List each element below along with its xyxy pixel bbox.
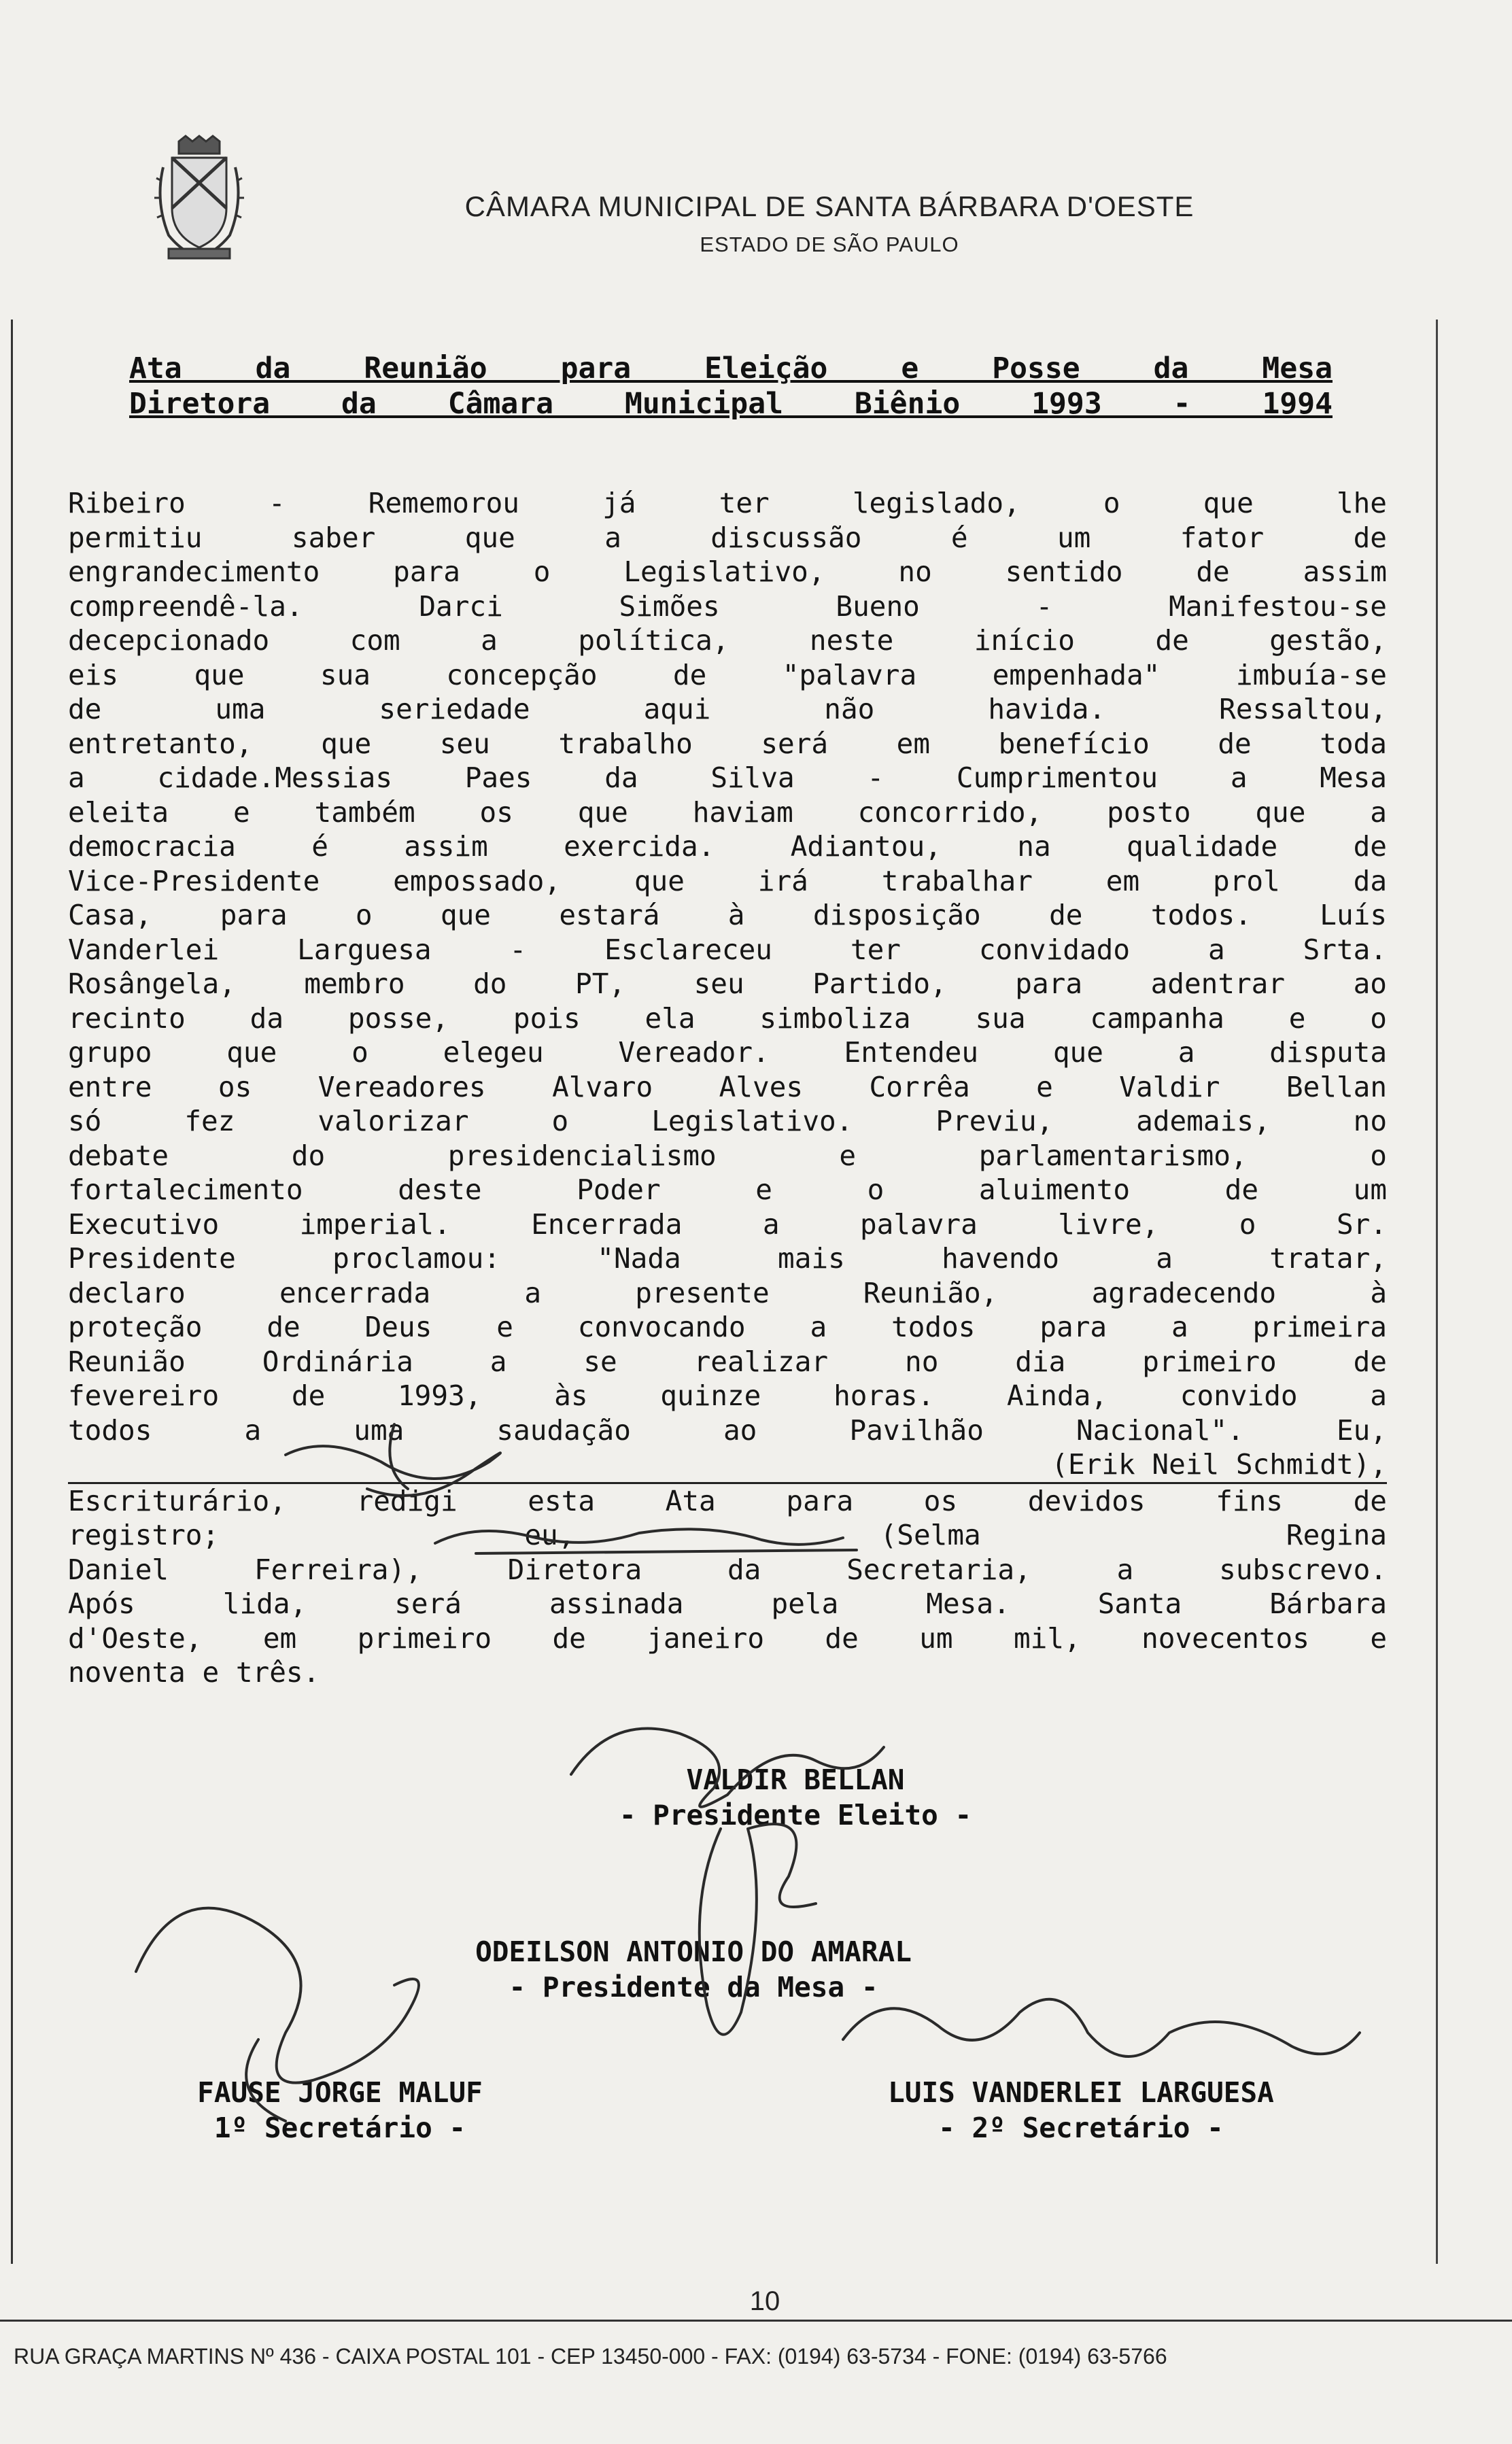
body-line: entre os Vereadores Alvaro Alves Corrêa e Valdir Bellan [68, 1070, 1387, 1103]
body-line: democracia é assim exercida. Adiantou, na qualidade de [68, 830, 1387, 863]
title-line: Diretora da Câmara Municipal Biênio 1993 - 1994 [129, 387, 1333, 421]
signatory-name: ODEILSON ANTONIO DO AMARAL [475, 1935, 912, 1968]
signatory-name: LUIS VANDERLEI LARGUESA [888, 2076, 1274, 2109]
signatory-name: FAUSE JORGE MALUF [197, 2076, 483, 2109]
body-line: de uma seriedade aqui não havida. Ressaltou, [68, 693, 1387, 725]
body-line: Reunião Ordinária a se realizar no dia primeiro de [68, 1345, 1387, 1378]
body-line: eleita e também os que haviam concorrido, posto que a [68, 795, 1387, 829]
signature-luis [843, 1999, 1360, 2056]
signatory-role: - 2º Secretário - [938, 2112, 1224, 2144]
body-line: proteção de Deus e convocando a todos para a primeira [68, 1311, 1387, 1343]
body-line: Após lida, será assinada pela Mesa. Santa Bárbara [68, 1587, 1387, 1620]
right-margin-rule [1436, 320, 1438, 2264]
body-line: recinto da posse, pois ela simboliza sua campanha e o [68, 1001, 1387, 1035]
coat-of-arms-icon [148, 133, 250, 262]
body-line: fevereiro de 1993, às quinze horas. Ainda, convido a [68, 1379, 1387, 1412]
body-line: Executivo imperial. Encerrada a palavra livre, o Sr. [68, 1207, 1387, 1241]
signatory-role: - Presidente da Mesa - [509, 1971, 878, 2003]
body-line: noventa e três. [68, 1656, 320, 1689]
body-line: só fez valorizar o Legislativo. Previu, ademais, no [68, 1105, 1387, 1137]
signatory-role: - Presidente Eleito - [619, 1799, 972, 1831]
footer-divider [0, 2320, 1512, 2322]
body-line: permitiu saber que a discussão é um fator de [68, 521, 1387, 554]
body-line: Escriturário, redigi esta Ata para os devidos fins de [68, 1482, 1387, 1519]
body-line: todos a uma saudação ao Pavilhão Nacional". Eu, [68, 1413, 1387, 1447]
body-line: grupo que o elegeu Vereador. Entendeu que a disputa [68, 1036, 1387, 1069]
page-number: 10 [749, 2286, 780, 2316]
body-line: Casa, para o que estará à disposição de todos. Luís [68, 899, 1387, 931]
body-line: Daniel Ferreira), Diretora da Secretaria, a subscrevo. [68, 1553, 1387, 1586]
signature-block-second-secretary [768, 2075, 1394, 2146]
body-line: decepcionado com a política, neste início de gestão, [68, 624, 1387, 657]
signature-block-president [354, 1934, 1033, 2005]
title-line: Ata da Reunião para Eleição e Posse da Mesa [129, 351, 1333, 385]
body-line: fortalecimento deste Poder e o aluimento de um [68, 1173, 1387, 1206]
state-name: ESTADO DE SÃO PAULO [700, 233, 959, 256]
document-title [129, 351, 1333, 421]
minutes-body [68, 486, 1387, 1690]
body-line: engrandecimento para o Legislativo, no sentido de assim [68, 555, 1387, 588]
body-line: registro; eu, (Selma Regina [68, 1519, 1387, 1551]
body-line: Vice-Presidente empossado, que irá trabalhar em prol da [68, 864, 1387, 897]
body-line: Rosângela, membro do PT, seu Partido, para adentrar ao [68, 967, 1387, 1000]
body-line: Vanderlei Larguesa - Esclareceu ter convidado a Srta. [68, 933, 1387, 966]
left-margin-rule [11, 320, 13, 2264]
signature-block-first-secretary [102, 2075, 578, 2146]
body-line: compreendê-la. Darci Simões Bueno - Manifestou-se [68, 589, 1387, 623]
body-line: Presidente proclamou: "Nada mais havendo a tratar, [68, 1242, 1387, 1275]
signature-block-president-elect [489, 1762, 1101, 1833]
body-line: (Erik Neil Schmidt), [1051, 1448, 1387, 1481]
body-line: eis que sua concepção de "palavra empenhada" imbuía-se [68, 658, 1387, 691]
signatory-role: 1º Secretário - [213, 2112, 466, 2144]
body-line: d'Oeste, em primeiro de janeiro de um mil, novecentos e [68, 1621, 1387, 1655]
body-line: Ribeiro - Rememorou já ter legislado, o que lhe [68, 487, 1387, 519]
body-line: entretanto, que seu trabalho será em benefício de toda [68, 727, 1387, 760]
institution-name: CÂMARA MUNICIPAL DE SANTA BÁRBARA D'OESTE [464, 190, 1195, 222]
footer-address: RUA GRAÇA MARTINS Nº 436 - CAIXA POSTAL 101 - CEP 13450-000 - FAX: (0194) 63-5734 - FONE: (0194) 63-5766 [14, 2344, 1167, 2369]
body-line: a cidade.Messias Paes da Silva - Cumprimentou a Mesa [68, 761, 1387, 794]
body-line: declaro encerrada a presente Reunião, agradecendo à [68, 1276, 1387, 1309]
signatory-name: VALDIR BELLAN [686, 1763, 905, 1796]
body-line: debate do presidencialismo e parlamentarismo, o [68, 1139, 1387, 1172]
